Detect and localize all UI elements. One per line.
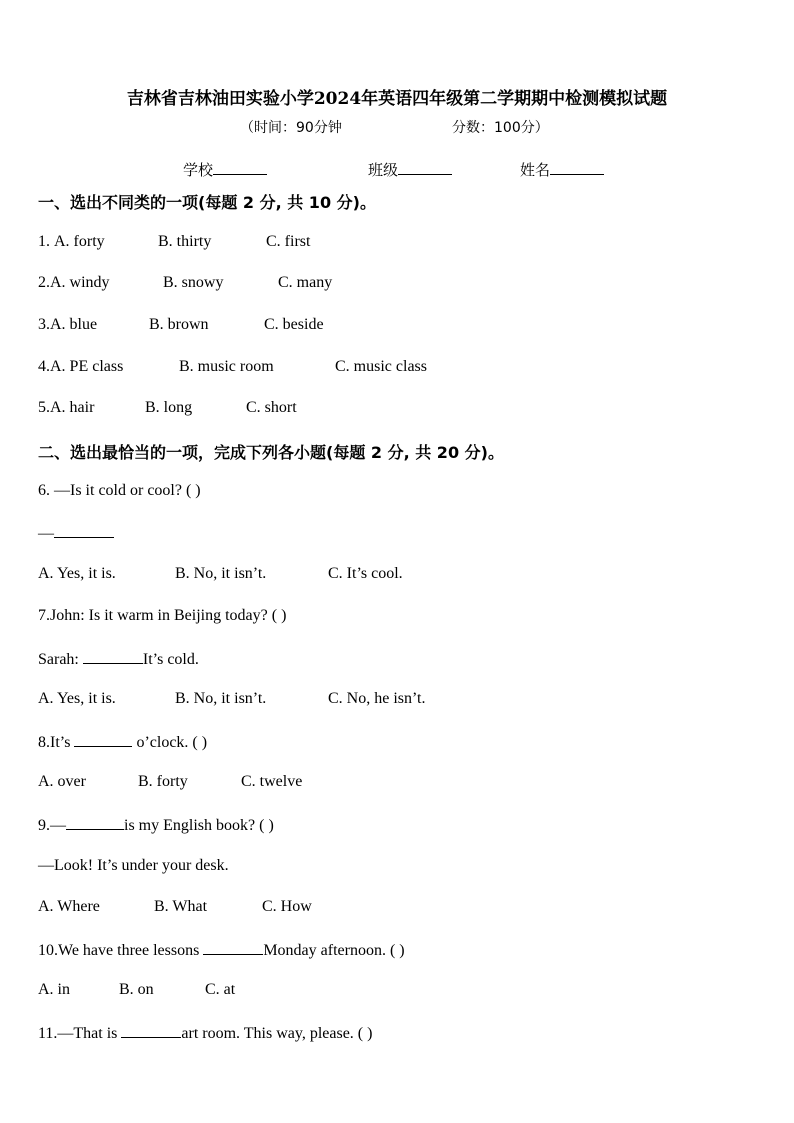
stem-suffix: is my English book? ( ) xyxy=(124,817,274,834)
stem-prefix: 10.We have three lessons xyxy=(38,942,204,959)
option-c[interactable]: C. first xyxy=(266,233,311,250)
question-7-options xyxy=(38,690,425,708)
question-10-options xyxy=(38,981,235,999)
option-b[interactable]: B. brown xyxy=(149,316,209,333)
option-c[interactable]: C. at xyxy=(205,981,236,998)
stem-prefix: 9.— xyxy=(38,817,66,834)
question-11-stem xyxy=(38,1023,372,1043)
option-c[interactable]: C. many xyxy=(278,274,333,291)
class-blank[interactable] xyxy=(398,160,452,175)
question-9-reply: —Look! It’s under your desk. xyxy=(38,857,229,874)
answer-blank[interactable] xyxy=(74,732,132,747)
page-title: 吉林省吉林油田实验小学2024年英语四年级第二学期期中检测模拟试题 xyxy=(126,89,668,109)
question-number: 3. xyxy=(38,316,50,333)
option-b[interactable]: B. No, it isn’t. xyxy=(175,565,267,582)
name-blank[interactable] xyxy=(550,160,604,175)
time-info: （时间：90分钟 xyxy=(240,120,342,136)
score-info: 分数：100分） xyxy=(452,120,549,136)
option-a[interactable]: A. forty xyxy=(54,233,105,250)
option-a[interactable]: A. Yes, it is. xyxy=(38,565,116,582)
option-a[interactable]: A. windy xyxy=(50,274,110,291)
answer-blank[interactable] xyxy=(83,649,143,664)
school-blank[interactable] xyxy=(213,160,267,175)
question-number: 2. xyxy=(38,274,50,291)
answer-blank[interactable] xyxy=(66,815,124,830)
option-c[interactable]: C. No, he isn’t. xyxy=(328,690,426,707)
question-8-options xyxy=(38,773,302,791)
option-a[interactable]: A. in xyxy=(38,981,70,998)
question-number: 5. xyxy=(38,399,50,416)
option-a[interactable]: A. Yes, it is. xyxy=(38,690,116,707)
option-a[interactable]: A. PE class xyxy=(50,358,124,375)
option-a[interactable]: A. over xyxy=(38,773,86,790)
option-c[interactable]: C. short xyxy=(246,399,297,416)
stem-suffix: art room. This way, please. ( ) xyxy=(181,1025,373,1042)
question-6-stem: 6. —Is it cold or cool? ( ) xyxy=(38,482,201,499)
question-1 xyxy=(38,233,310,251)
option-b[interactable]: B. thirty xyxy=(158,233,212,250)
question-3 xyxy=(38,316,324,334)
stem-suffix: o’clock. ( ) xyxy=(132,734,208,751)
question-6-options xyxy=(38,565,403,583)
option-b[interactable]: B. No, it isn’t. xyxy=(175,690,267,707)
answer-blank[interactable] xyxy=(121,1023,181,1038)
name-label: 姓名 xyxy=(520,161,551,179)
answer-blank[interactable] xyxy=(54,523,114,538)
question-6-reply xyxy=(38,523,114,543)
question-number: 4. xyxy=(38,358,50,375)
stem-prefix: 8.It’s xyxy=(38,734,75,751)
option-c[interactable]: C. music class xyxy=(335,358,427,375)
reply-text: It’s cold. xyxy=(142,651,199,668)
speaker-label: Sarah: xyxy=(38,651,83,668)
question-7-reply xyxy=(38,649,199,669)
name-field xyxy=(520,159,604,180)
option-b[interactable]: B. on xyxy=(119,981,154,998)
question-7-stem: 7.John: Is it warm in Beijing today? ( ) xyxy=(38,607,287,624)
question-5 xyxy=(38,399,297,417)
answer-blank[interactable] xyxy=(203,940,263,955)
question-10-stem xyxy=(38,940,405,960)
option-c[interactable]: C. beside xyxy=(264,316,324,333)
option-b[interactable]: B. music room xyxy=(179,358,274,375)
dash: — xyxy=(38,525,54,542)
section-two-heading: 二、选出最恰当的一项，完成下列各小题(每题 2 分, 共 20 分)。 xyxy=(38,443,504,462)
option-b[interactable]: B. long xyxy=(145,399,193,416)
class-label: 班级 xyxy=(368,161,399,179)
question-9-options xyxy=(38,898,312,916)
option-a[interactable]: A. blue xyxy=(50,316,98,333)
class-field xyxy=(368,159,452,180)
school-label: 学校 xyxy=(183,161,214,179)
question-9-stem xyxy=(38,815,274,835)
question-number: 1. xyxy=(38,233,54,250)
school-field xyxy=(183,159,267,180)
stem-suffix: Monday afternoon. ( ) xyxy=(263,942,405,959)
option-a[interactable]: A. hair xyxy=(50,399,95,416)
option-c[interactable]: C. It’s cool. xyxy=(328,565,403,582)
option-b[interactable]: B. snowy xyxy=(163,274,224,291)
option-c[interactable]: C. twelve xyxy=(241,773,303,790)
option-a[interactable]: A. Where xyxy=(38,898,100,915)
question-2 xyxy=(38,274,332,292)
question-4 xyxy=(38,358,427,376)
question-8-stem xyxy=(38,732,207,752)
option-b[interactable]: B. What xyxy=(154,898,208,915)
section-one-heading: 一、选出不同类的一项(每题 2 分, 共 10 分)。 xyxy=(38,193,376,212)
option-b[interactable]: B. forty xyxy=(138,773,188,790)
option-c[interactable]: C. How xyxy=(262,898,312,915)
stem-prefix: 11.—That is xyxy=(38,1025,122,1042)
